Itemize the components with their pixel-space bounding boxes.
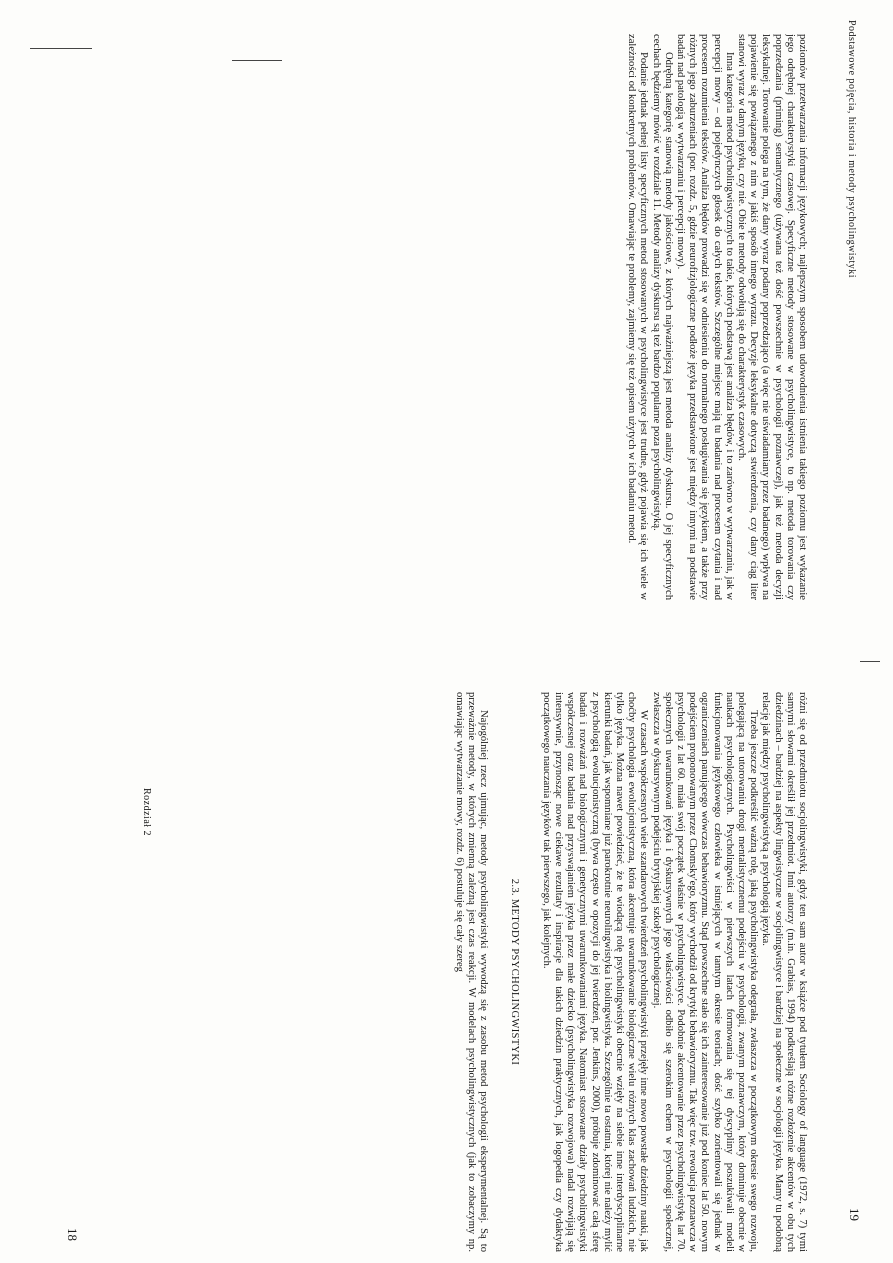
paragraph: poziomów przetwarzania informacji językowych; najlepszym sposobem udowodnienia istnienia takiego poziomu jest wykazanie jego odrębnej charakterystyki czasowej. Specyficzne metody stosowane w psycholingwistyce, to np. metoda torowania czy poprzedzania (priming) semantycznego (używana też dość powszechnie w psychologii poznawczej), jak też metoda decyzji leksykalnej. Torowanie polega na tym, że dany wyraz podany poprzedzająco (a więc nie uświadamiany przez badanego) wpływa na pojawienie się powiązanego z nim w jakiś sposób innego wyrazu. Decyzje leksykalne dotyczą stwierdzenia, czy dany ciąg liter stanowi wyraz w danym języku, czy nie. Obie te metody odwołują się do charakterystyk czasowych. — [735, 34, 808, 600]
right-page-number: 19 — [847, 1208, 862, 1221]
paragraph: Podanie jednak pełnej listy specyficznych metod stosowanych w psycholingwistyce jest trudne, gdyż pojawia się ich wiele w zależności od konkretnych problemów. Omawiając te problemy, zajmiemy się też opisem użytych w ich badaniu metod. — [626, 34, 650, 600]
left-page-number: 18 — [65, 1228, 80, 1241]
paragraph: różni się od przedmiotu socjolingwistyki, gdyż ten sam autor w książce pod tytułem Sociology of language (1972, s. 7) tymi samymi słowami określił jej przedmiot. Inni autorzy (m.in. Grabias, 1994) podkreślają różne rozłożenie akcentów w obu tych dziedzinach – bardziej na aspekty lingwistyczne w socjolingwistyce i bardziej na społeczne w socjologii języka. Mamy tu podobną relację jak między psycholingwistyką a psychologią języka. — [760, 692, 808, 1252]
left-page-body — [92, 692, 808, 1252]
scan-artifact-line — [30, 48, 92, 49]
paragraph: Trzeba jeszcze podkreślić ważną rolę, jaką psycholingwistyka odegrała, zwłaszcza w początkowym okresie swego rozwoju, polegającą na utorowaniu drogi mentalistycznemu podejściu w psychologii, zwanym poznawczym, który dominuje obecnie w naukach psychologicznych. Psycholingwiści w pierwszych latach formowania się tej dyscypliny poszukiwali modeli funkcjonowania językowego człowieka w istniejących w tamtym okresie teoriach; dość szybko zorientowali się jednak w ograniczeniach panującego wówczas behawioryzmu. Stąd powszechne stało się ich zainteresowanie już pod koniec lat 50. nowym podejściem proponowanym przez Chomsky'ego, który wychodził od krytyki behawioryzmu. Tak więc tzw. rewolucja poznawcza w psychologii z lat 60. miała swój początek właśnie w psycholingwistyce. Podobnie akcentowanie przez psycholingwistykę lat 70. społecznych uwarunkowań języka i dyskursywnych jego właściwości odbiło się szerokim echem w psychologii społecznej, zwłaszcza w dyskursywnym podejściu brytyjskiej szkoły psychologicznej. — [650, 692, 760, 1252]
paragraph: Najogólniej rzecz ujmując, metody psycholingwistyki wywodzą się z zasobu metod psychologii eksperymentalnej. Są to przeważnie metody, w których zmienną zależną jest czas reakcji. W modelach psycholingwistycznych (jak to zobaczymy np. omawiając wytwarzanie mowy, rozdz. 6) postuluje się cały szereg — [453, 692, 490, 1252]
paragraph: Odrębną kategorię stanowią metody jakościowe, z których najważniejszą jest metoda analizy dyskursu. O jej specyficznych cechach będziemy mówić w rozdziale 11. Metody analizy dyskursu są też bardzo popularne poza psycholingwistyką. — [650, 34, 674, 600]
scan-artifact-line — [860, 661, 880, 662]
left-page-header: Rozdział 2 — [141, 788, 152, 837]
scan-artifact-line — [232, 60, 282, 61]
right-page-body — [378, 34, 808, 600]
section-heading: 2.3. METODY PSYCHOLINGWISTYKI — [508, 878, 520, 1066]
paragraph: Inna kategoria metod psycholingwistycznych to takie, których podstawą jest analiza błędów, i to zarówno w wytwarzaniu, jak w percepcji mowy – od pojedynczych głosek do całych tekstów. Szczególne miejsce mają tu badania nad procesem czytania i nad procesem rozumienia tekstów. Analiza błędów prowadzi się w odniesieniu do normalnego posługiwania się językiem, a także przy różnych jego zaburzeniach (por. rozdz. 5, gdzie neurofizjologiczne podłoże języka przedstawione jest między innymi na podstawie badań nad patologią w wytwarzaniu i percepcji mowy). — [674, 34, 735, 600]
right-page-header: Podstawowe pojęcia, historia i metody psycholingwistyki — [846, 20, 857, 279]
paragraph: W czasach współczesnych wiele szandarowych twierdzeń psycholingwistyki przejęły inne nowo powstałe dziedziny nauki, jak choćby psychologia ewolucjonistyczna, która akcentuje uwarunkowanie biologiczne wielu różnych klas zachowań ludzkich, nie tylko języka. Można nawet powiedzieć, że te wiodącą rolę psycholingwistyki obecnie wzięły na siebie inne interdyscyplinarne kierunki badań, jak wspomniane już parokrotnie neurolingwistyka i biolingwistyka. Szczególnie ta ostatnia, której nie należy mylić z psychologią ewolucjonistyczną (bywa często w opozycji do jej twierdzeń, por. Jenkins, 2000), próbuje zdominować całą sferę badań i rozważań nad biologicznymi i genetycznymi uwarunkowaniami języka. Natomiast stosowane działy psycholingwistyki współczesnej oraz badania nad przyswajaniem języka przez małe dziecko (psycholingwistyka rozwojowa) nadal rozwijają się intensywnie, przynosząc nowe ciekawe rezultaty i inspiracje dla takich dziedzin praktycznych, jak logopedia czy dydaktyka początkowego nauczania języków tak pierwszego, jak kolejnych. — [540, 692, 650, 1252]
